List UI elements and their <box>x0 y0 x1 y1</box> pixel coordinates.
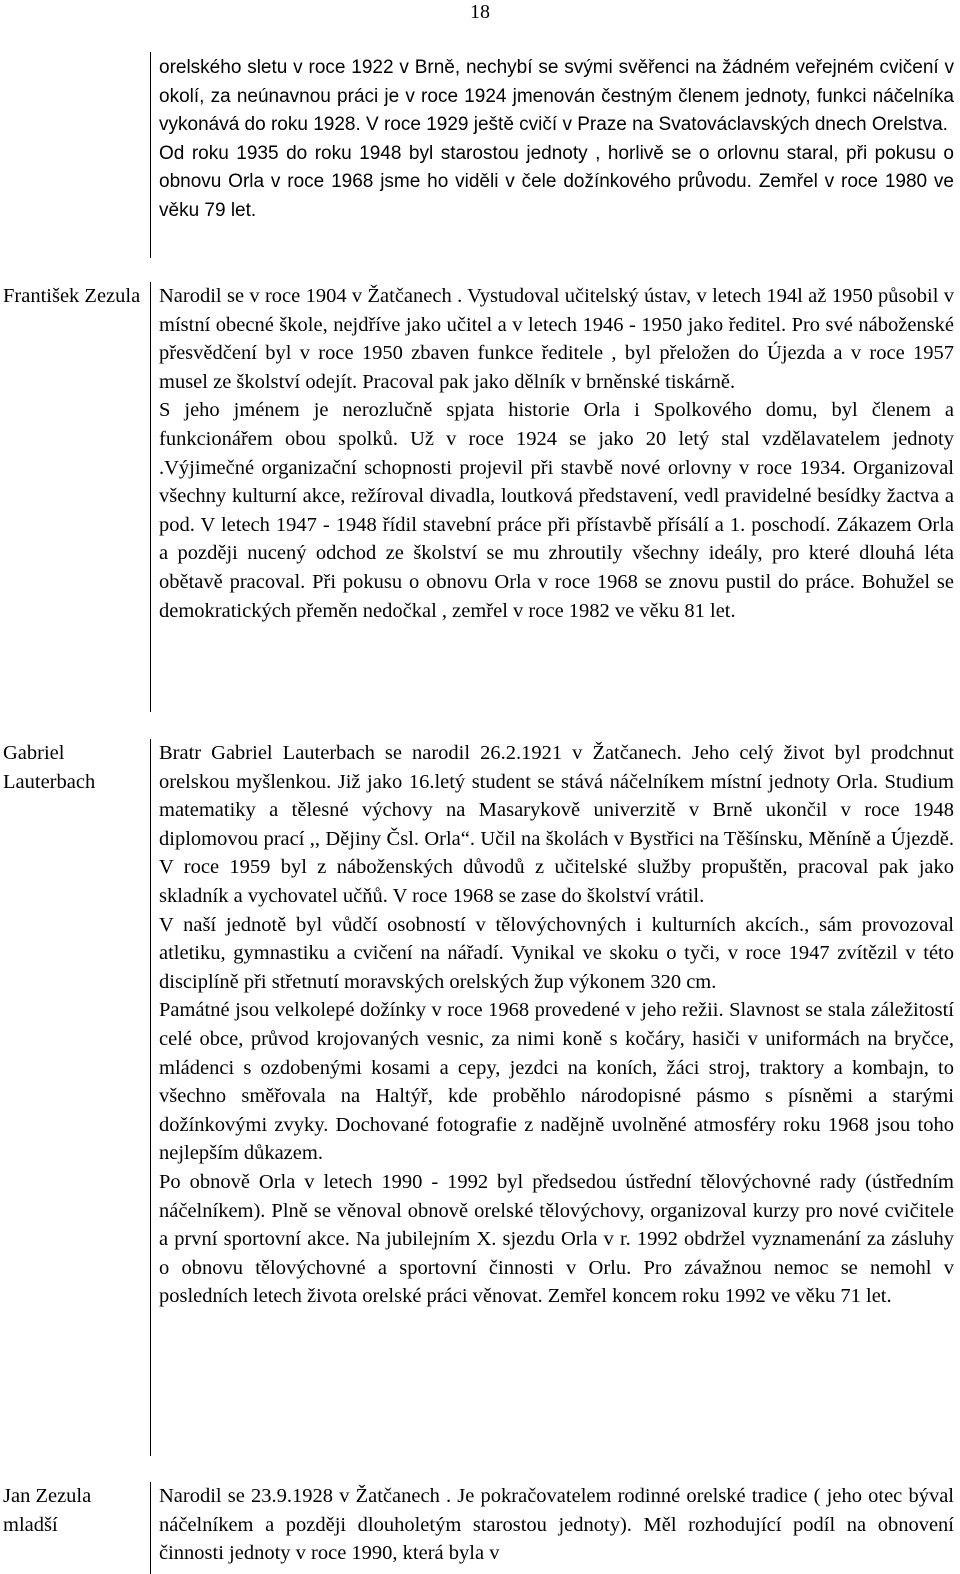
paragraph: Od roku 1935 do roku 1948 byl starostou jednoty , horlivě se o orlovnu staral, při pokusu o obnovu Orla v roce 1968 jsme ho viděli v čele dožínkového průvodu. Zemřel v roce 1980 ve věku 79 let. <box>159 142 954 221</box>
paragraph: Narodil se 23.9.1928 v Žatčanech . Je pokračovatelem rodinné orelské tradice ( jeho otec býval náčelníkem a později dlouholetým starostou jednoty). Měl rozhodující podíl na obnovení činnosti jednoty v roce 1990, která byla v <box>159 1485 954 1565</box>
biography-text <box>159 1482 954 1568</box>
paragraph: Po obnově Orla v letech 1990 - 1992 byl předsedou ústřední tělovýchovné rady (ústředním náčelníkem). Plně se věnoval obnově orelské tělovýchovy, organizoval kurzy pro nové cvičitele a první sportovní akce. Na jubilejním X. sjezdu Orla v r. 1992 obdržel vyznamenání za zásluhy o obnovu tělovýchovné a sportovní činnosti v Orlu. Pro závažnou nemoc se nemohl v posledních letech života orelské práci věnovat. Zemřel koncem roku 1992 ve věku 71 let. <box>159 1170 954 1308</box>
person-name: František Zezula <box>3 285 141 307</box>
biography-text <box>159 54 954 226</box>
paragraph: V naší jednotě byl vůdčí osobností v tělovýchovných i kulturních akcích., sám provozoval atletiku, gymnastiku a cvičení na nářadí. Vynikal ve skoku o tyči, v roce 1947 zvítězil v této disciplíně při střetnutí moravských orelských žup výkonem 320 cm. <box>159 913 954 993</box>
page-number: 18 <box>470 1 490 23</box>
column-divider <box>150 1482 151 1574</box>
paragraph: Narodil se v roce 1904 v Žatčanech . Vystudoval učitelský ústav, v letech 194l až 1950 působil v místní obecné škole, nejdříve jako učitel a v letech 1946 - 1950 jako ředitel. Pro své náboženské přesvědčení byl v roce 1950 zbaven funkce ředitele , byl přeložen do Újezda a v roce 1957 musel ze školství odejít. Pracoval pak jako dělník v brněnské tiskárně. <box>159 285 954 393</box>
column-divider <box>150 739 151 1456</box>
paragraph: S jeho jménem je nerozlučně spjata historie Orla i Spolkového domu, byl členem a funkcionářem obou spolků. Už v roce 1924 se jako 20 letý stal vzdělavatelem jednoty .Výjimečné organizační schopnosti projevil při stavbě nové orlovny v roce 1934. Organizoval všechny kulturní akce, režíroval divadla, loutková představení, vedl pravidelné besídky žactva a pod. V letech 1947 - 1948 řídil stavební práce při přístavbě přísálí a 1. poschodí. Zákazem Orla a později nucený odchod ze školství se mu zhroutily všechny ideály, pro které dlouhá léta obětavě pracoval. Při pokusu o obnovu Orla v roce 1968 se znovu pustil do práce. Bohužel se demokratických přeměn nedočkal , zemřel v roce 1982 ve věku 81 let. <box>159 399 954 622</box>
paragraph: Památné jsou velkolepé dožínky v roce 1968 provedené v jeho režii. Slavnost se stala záležitostí celé obce, průvod krojovaných vesnic, za nimi koně s kočáry, hasiči v uniformách na bryčce, mládenci s ozdobenými kosami a cepy, jezdci na koních, žáci stroj, traktory a kombajn, to všechno směřovala na Haltýř, kde proběhlo národopisné pásmo s písněmi a starými dožínkovými zvyky. Dochované fotografie z nadějně uvolněné atmosféry roku 1968 jsou toho nejlepším důkazem. <box>159 999 954 1165</box>
person-name: Jan Zezula mladší <box>3 1485 92 1536</box>
column-divider <box>150 52 151 258</box>
paragraph: Bratr Gabriel Lauterbach se narodil 26.2.1921 v Žatčanech. Jeho celý život byl prodchnut orelskou myšlenkou. Již jako 16.letý student se stává náčelníkem místní jednoty Orla. Studium matematiky a tělesné výchovy na Masarykově univerzitě v Brně ukončil v roce 1948 diplomovou prací ,, Dějiny Čsl. Orla“. Učil na školách v Bystřici na Těšínsku, Měníně a Újezdě. V roce 1959 byl z náboženských důvodů z učitelské služby propuštěn, pracoval pak jako skladník a vychovatel učňů. V roce 1968 se zase do školství vrátil. <box>159 742 954 907</box>
column-divider <box>150 282 151 712</box>
paragraph: orelského sletu v roce 1922 v Brně, nechybí se svými svěřenci na žádném veřejném cvičení v okolí, za neúnavnou práci je v roce 1924 jmenován čestným členem jednoty, funkci náčelníka vykonává do roku 1928. V roce 1929 ještě cvičí v Praze na Svatováclavských dnech Orelstva. <box>159 57 954 136</box>
person-name: Gabriel Lauterbach <box>3 742 96 793</box>
biography-text <box>159 739 954 1311</box>
biography-text <box>159 282 954 625</box>
